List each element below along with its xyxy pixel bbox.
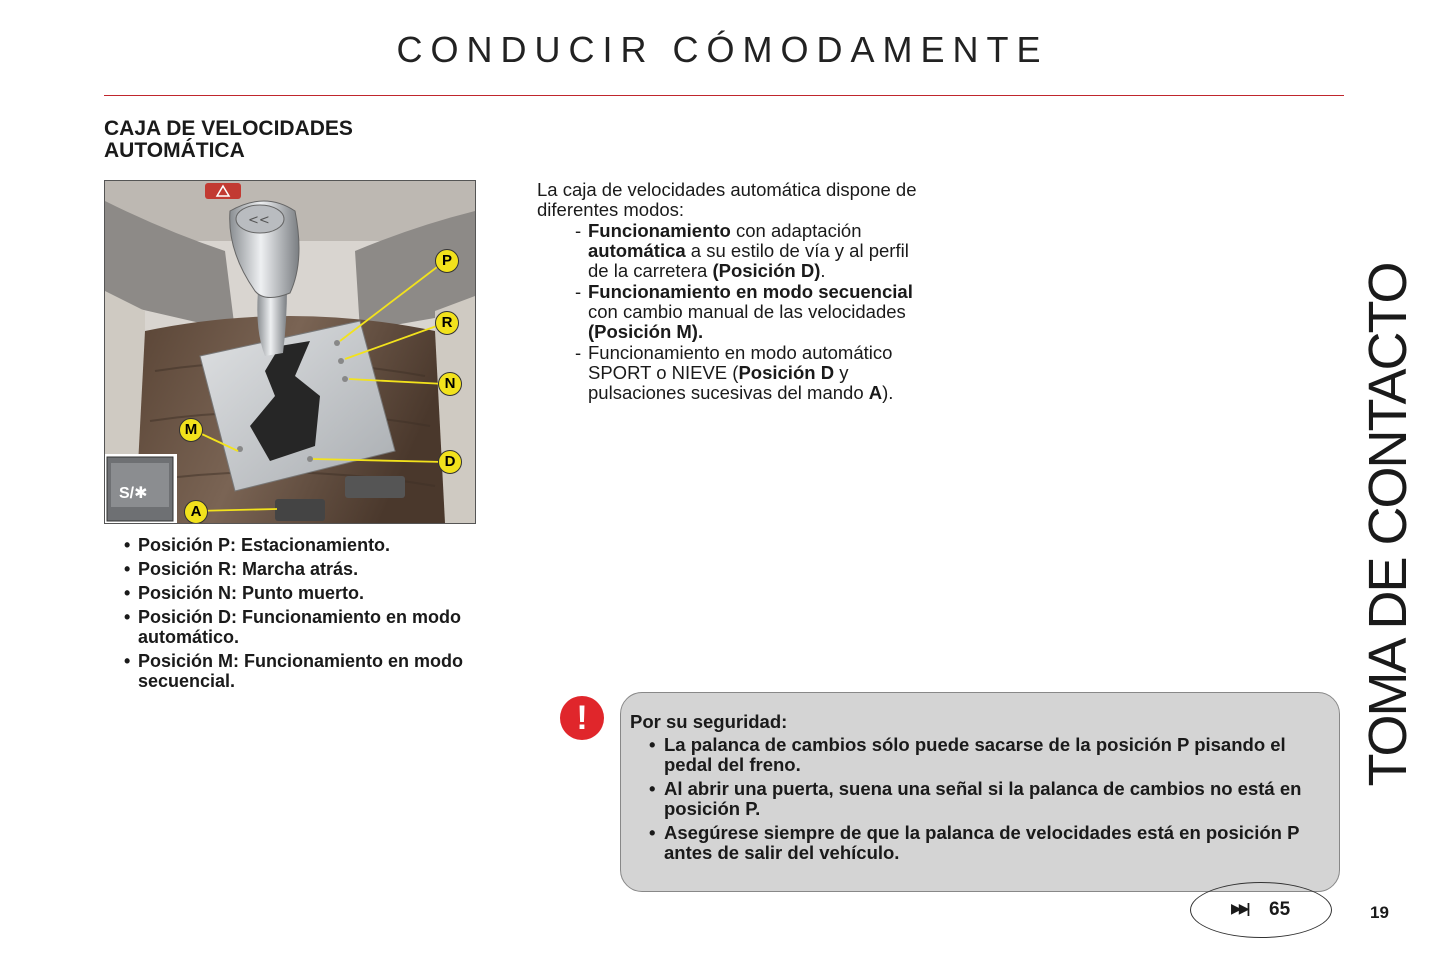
- mode-item-sport-snow: [575, 343, 917, 403]
- list-item: • Al abrir una puerta, suena una señal si la palanca de cambios no está en posición P.: [649, 779, 1333, 819]
- mode3-bold-2: A: [868, 382, 883, 403]
- callout-p: P: [435, 249, 459, 273]
- gear-selector-illustration: [104, 180, 476, 524]
- plate-r-mark: [338, 358, 344, 364]
- section-heading: [104, 118, 353, 162]
- list-item: • Posición M: Funcionamiento en modo secuencial.: [122, 651, 492, 691]
- control-buttons: [345, 476, 405, 498]
- mode2-text-1: con cambio manual de las velocidades: [588, 301, 906, 322]
- safety-title: Por su seguridad:: [630, 711, 788, 732]
- sport-snow-button-label: S/✱: [119, 485, 148, 502]
- callout-m: M: [179, 418, 203, 442]
- page-reference-link[interactable]: [1190, 882, 1332, 938]
- page-reference-number: 65: [1269, 899, 1291, 920]
- safety-notice-box: [620, 692, 1340, 892]
- callout-r: R: [435, 311, 459, 335]
- list-item: • La palanca de cambios sólo puede sacarse de la posición P pisando el pedal del freno.: [649, 735, 1333, 775]
- warning-icon: !: [560, 696, 604, 740]
- intro-paragraph: La caja de velocidades automática dispone de diferentes modos:: [537, 179, 917, 220]
- list-item: • Asegúrese siempre de que la palanca de velocidades está en posición P antes de salir del vehículo.: [649, 823, 1333, 863]
- mode1-bold-2: automática: [588, 240, 686, 261]
- chapter-side-title: TOMA DE CONTACTO: [1358, 263, 1418, 787]
- plate-p-mark: [334, 340, 340, 346]
- mode1-text-3: .: [820, 260, 826, 281]
- section-heading-line-1: CAJA DE VELOCIDADES: [104, 117, 353, 140]
- mode-item-automatic: [575, 221, 917, 281]
- skip-forward-icon: ▶▶|: [1231, 900, 1248, 916]
- plate-d-mark: [307, 456, 313, 462]
- list-item: • Posición R: Marcha atrás.: [122, 559, 492, 579]
- title-divider: [104, 95, 1344, 96]
- mode-item-sequential: [575, 282, 917, 342]
- callout-a: A: [184, 500, 208, 524]
- list-item: • Posición N: Punto muerto.: [122, 583, 492, 603]
- mode2-bold-1: Funcionamiento en modo secuencial: [588, 281, 913, 302]
- mode1-text-2: a su estilo de vía y al perfil de la carretera: [588, 240, 909, 281]
- modes-list: [537, 221, 917, 403]
- page-number: 19: [1370, 903, 1389, 922]
- callout-d: D: [438, 450, 462, 474]
- plate-n-mark: [342, 376, 348, 382]
- mode1-bold-3: (Posición D): [712, 260, 821, 281]
- list-item: • Posición P: Estacionamiento.: [122, 535, 492, 555]
- mode3-text-3: ).: [882, 382, 894, 403]
- knob-logo: <<: [248, 213, 270, 228]
- mode3-text-1: Funcionamiento en modo automático SPORT o NIEVE (: [588, 342, 893, 383]
- mode2-bold-2: (Posición M).: [588, 321, 704, 342]
- modes-description: [537, 180, 917, 403]
- mode1-bold-1: Funcionamiento: [588, 220, 731, 241]
- list-item: • Posición D: Funcionamiento en modo automático.: [122, 607, 492, 647]
- safety-list: [649, 735, 1333, 867]
- mode-button-a: [275, 499, 325, 521]
- mode3-bold-1: Posición D: [738, 362, 835, 383]
- positions-list: [122, 535, 492, 695]
- callout-n: N: [438, 372, 462, 396]
- mode1-text-1: con adaptación: [730, 220, 862, 241]
- page-title: CONDUCIR CÓMODAMENTE: [396, 29, 1049, 70]
- section-heading-line-2: AUTOMÁTICA: [104, 139, 245, 162]
- mode3-text-2: y pulsaciones sucesivas del mando: [588, 362, 869, 403]
